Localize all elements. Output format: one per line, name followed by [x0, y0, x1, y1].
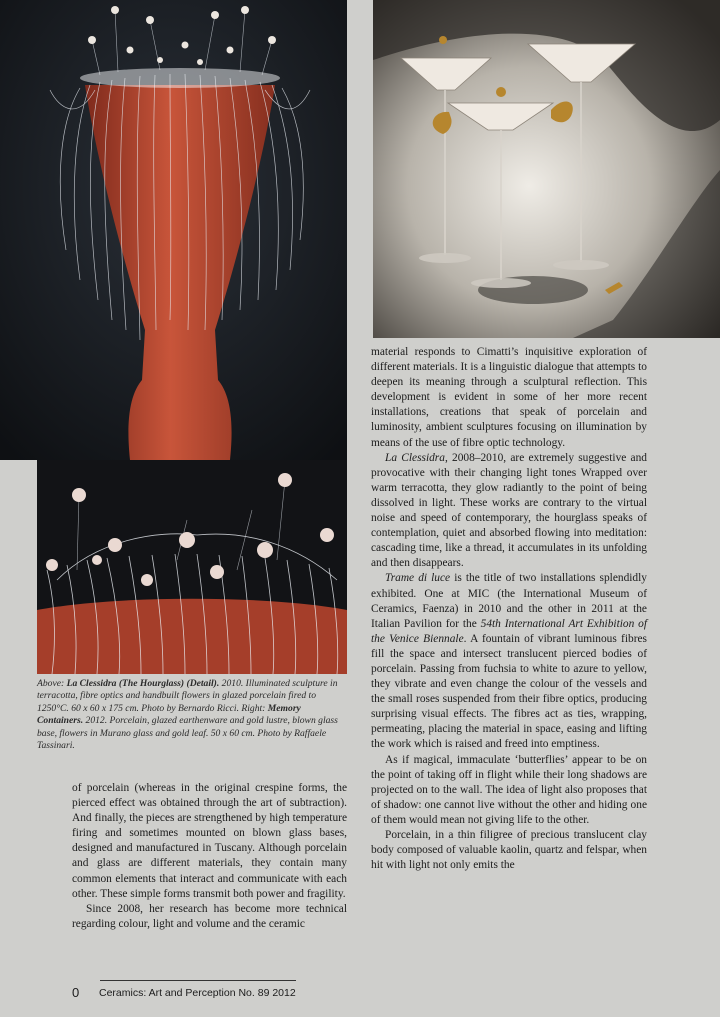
right-paragraph-3-text-a: is the title of two installations splendidly exhibited. One at MIC (the International Museum of Ceramics, Faenza) in 2010 and the other in 2011 at the Italian Pavilion for the	[371, 572, 647, 630]
publication-footer: Ceramics: Art and Perception No. 89 2012	[99, 987, 296, 999]
right-paragraph-3-text-b: . A fountain of vibrant luminous fibres fill the space and intersect translucent pierced bodies of porcelain. Passing from fuchsia to white to azure to yellow, they vibrate and even change the colour of the vessels and the small roses suspended from their fibre optics, producing surprising visual effects. The fibres act as ties, wrapping, permeating, placing the material in space, easing and lifting the work which is raised and freed into emptiness.	[371, 632, 647, 751]
caption-work2-title: Memory Containers.	[37, 702, 301, 727]
page-number: 0	[72, 985, 80, 1000]
hourglass-illustration	[0, 0, 347, 460]
right-paragraph-5: Porcelain, in a thin filigree of precious translucent clay body composed of valuable kaolin, quartz and felspar, when hit with light not only emits the	[371, 829, 647, 872]
right-paragraph-2	[371, 451, 647, 572]
photo-memory-containers	[373, 0, 720, 338]
caption-work1-details: 2010. Illuminated sculpture in terracotta, fibre optics and handbuilt flowers in glazed porcelain fired to 1250°C. 60 x 60 x 175 cm. Photo by Bernardo Ricci.	[37, 678, 338, 714]
photo-la-clessidra-detail	[37, 460, 347, 674]
right-text-column	[371, 345, 647, 873]
right-paragraph-4: As if magical, immaculate ‘butterflies’ appear to be on the point of taking off in flight while their long shadows are projected on to the wall. The idea of light also proposes that of shadow: one cannot live without the other and hiding one of them would mean not giving life to the other.	[371, 753, 647, 826]
work-title-la-clessidra: La Clessidra	[385, 451, 445, 464]
caption-lead-right: Right:	[238, 702, 268, 714]
work-title-trame-di-luce: Trame di luce	[385, 572, 451, 585]
right-paragraph-1: material responds to Cimatti’s inquisitive exploration of different materials. It is a linguistic dialogue that attempts to deepen its meaning through a sculptural reflection. This development is evident in some of her more recent installations, creations that speak of porcelain and luminosity, ambient sculptures focusing on illumination by means of the use of fibre optic technology.	[371, 346, 647, 449]
footer-rule	[100, 980, 296, 981]
event-title-biennale: 54th International Art Exhibition of the Venice Biennale	[371, 617, 648, 645]
right-paragraph-3	[371, 571, 647, 752]
containers-illustration	[373, 0, 720, 338]
caption-work2-details: 2012. Porcelain, glazed earthenware and gold lustre, blown glass base, flowers in Murano glass and gold leaf. 50 x 60 cm. Photo by Raffaele Tassinari.	[37, 715, 338, 752]
caption-work1-title: La Clessidra (The Hourglass) (Detail).	[66, 678, 220, 689]
photo-la-clessidra	[0, 0, 347, 460]
detail-illustration	[37, 460, 347, 674]
right-paragraph-2-text: , 2008–2010, are extremely suggestive and provocative with their changing light tones Wrapped over warm terracotta, they glow radiantly to the point of being dissolved in light. These works are contrary to the virtual noise and speed of contemporary, the hourglass speaks of contemplation, quiet and absorbed flowing into meditation: cascading time, like a thread, it accumulates in its unfolding and then disappears.	[371, 451, 647, 570]
left-paragraph-2: Since 2008, her research has become more technical regarding colour, light and volume and the ceramic	[72, 902, 347, 930]
left-paragraph-1: of porcelain (whereas in the original crespine forms, the pierced effect was obtained through the art of subtraction). And finally, the pieces are strengthened by high temperature firing and sometimes mounted on blown glass bases, designed and manufactured in Tuscany. Although porcelain and glass are different materials, they contain many common elements that interact and communicate with each other. These simple forms transmit both power and fragility.	[72, 782, 347, 900]
left-text-column	[72, 781, 347, 932]
caption-lead-above: Above:	[37, 678, 67, 689]
photo-caption	[37, 678, 342, 752]
